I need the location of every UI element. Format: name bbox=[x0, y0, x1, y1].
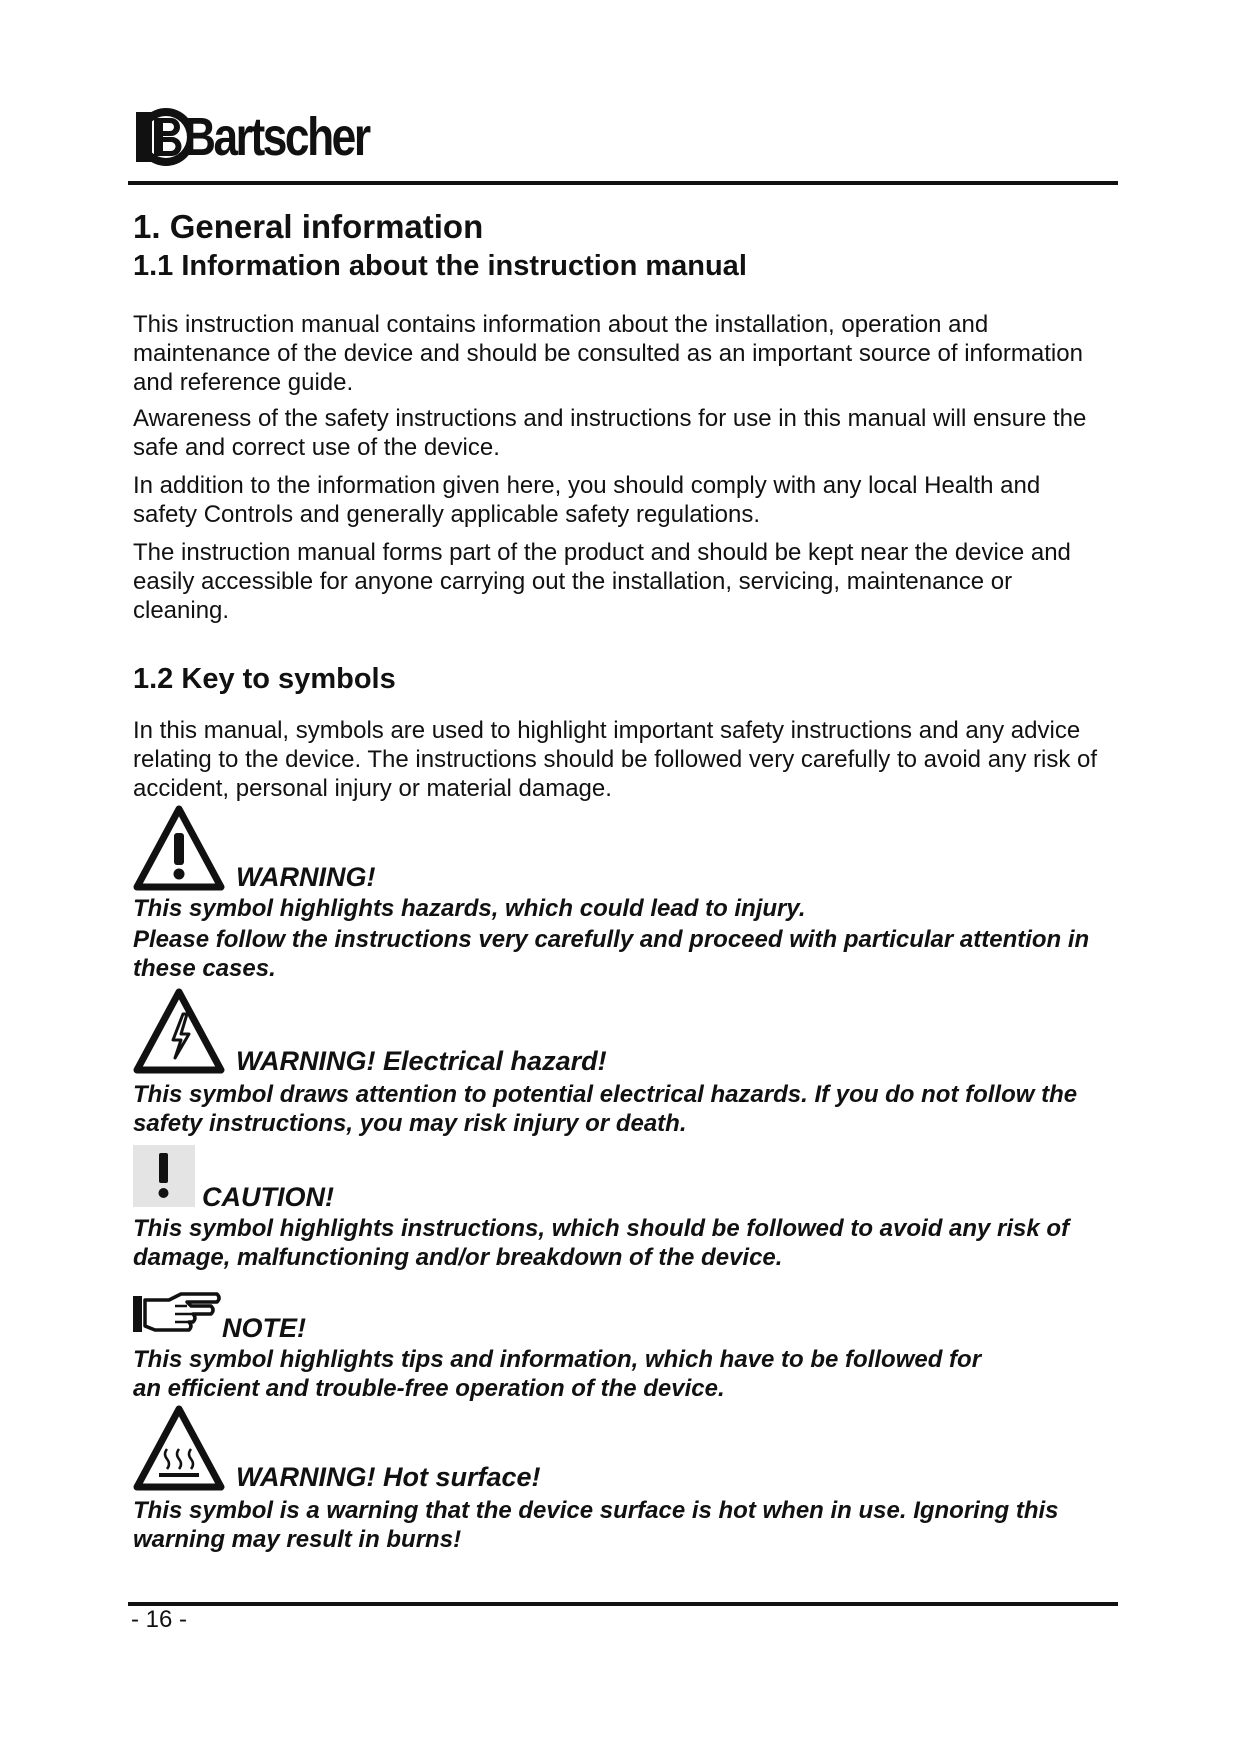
caution-exclamation-icon bbox=[133, 1145, 195, 1207]
symbol-description: This symbol highlights hazards, which could lead to injury. bbox=[133, 895, 806, 922]
electrical-hazard-icon bbox=[133, 988, 225, 1074]
symbols-intro: In this manual, symbols are used to highlight important safety instructions and any advice relating to the device. The instructions should be followed very carefully to avoid any risk of accident, personal injury or material damage. bbox=[133, 717, 1098, 802]
subsection-title-symbols: 1.2 Key to symbols bbox=[133, 663, 396, 695]
subsection-title-manual-info: 1.1 Information about the instruction manual bbox=[133, 250, 747, 282]
warning-triangle-icon bbox=[133, 805, 225, 891]
brand-logo bbox=[136, 104, 409, 170]
symbol-description: This symbol is a warning that the device surface is hot when in use. Ignoring this warning may result in burns! bbox=[133, 1497, 1059, 1553]
symbol-description: Please follow the instructions very carefully and proceed with particular attention in these cases. bbox=[133, 926, 1090, 982]
header-divider bbox=[128, 181, 1118, 185]
paragraph: Awareness of the safety instructions and instructions for use in this manual will ensure the safe and correct use of the device. bbox=[133, 405, 1087, 461]
hot-surface-icon bbox=[133, 1405, 225, 1491]
footer-divider bbox=[128, 1602, 1118, 1606]
page-number: - 16 - bbox=[131, 1606, 188, 1633]
symbol-title-caution: CAUTION! bbox=[202, 1182, 334, 1212]
symbol-description: This symbol highlights instructions, which should be followed to avoid any risk of damage, malfunctioning and/or breakdown of the device. bbox=[133, 1215, 1070, 1271]
paragraph: The instruction manual forms part of the product and should be kept near the device and easily accessible for anyone carrying out the installation, servicing, maintenance or cleaning. bbox=[133, 539, 1071, 624]
symbol-description: This symbol draws attention to potential electrical hazards. If you do not follow the safety instructions, you may risk injury or death. bbox=[133, 1081, 1078, 1137]
symbol-title-hot-surface: WARNING! Hot surface! bbox=[236, 1462, 541, 1492]
symbol-title-note: NOTE! bbox=[222, 1313, 306, 1343]
symbol-description: an efficient and trouble-free operation of the device. bbox=[133, 1375, 725, 1402]
brand-name: Bartscher bbox=[184, 107, 369, 167]
symbol-title-electrical: WARNING! Electrical hazard! bbox=[236, 1046, 607, 1076]
section-title: 1. General information bbox=[133, 208, 484, 245]
symbol-description: This symbol highlights tips and information, which have to be followed for bbox=[133, 1346, 982, 1373]
symbol-title-warning: WARNING! bbox=[236, 862, 376, 892]
paragraph: In addition to the information given here, you should comply with any local Health and safety Controls and generally applicable safety regulations. bbox=[133, 472, 1041, 528]
bartscher-b-logo-icon bbox=[136, 104, 190, 170]
paragraph: This instruction manual contains information about the installation, operation and maintenance of the device and should be consulted as an important source of information and reference guide. bbox=[133, 311, 1083, 396]
pointing-hand-icon bbox=[131, 1290, 223, 1340]
